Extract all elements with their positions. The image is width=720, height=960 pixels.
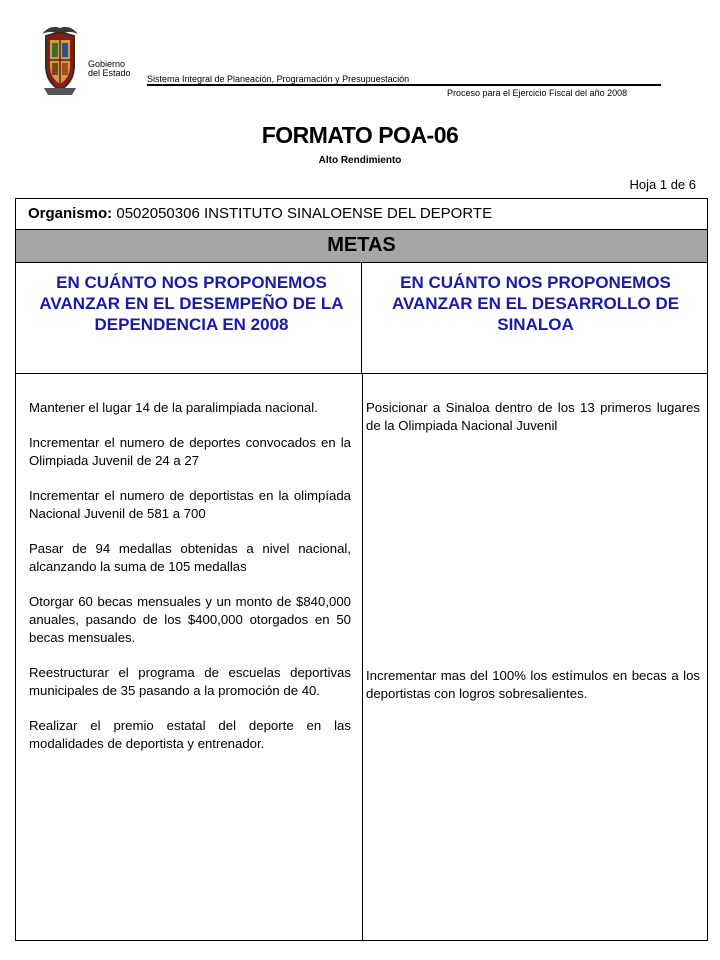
goal-item: Mantener el lugar 14 de la paralimpiada nacional.: [29, 400, 318, 415]
goal-item: Otorgar 60 becas mensuales y un monto de $840,000 anuales, pasando de los $400,000 otorgados en 50 becas mensuales.: [29, 594, 351, 645]
page-counter: Hoja 1 de 6: [629, 177, 696, 192]
goal-item: Pasar de 94 medallas obtenidas a nivel nacional, alcanzando la suma de 105 medallas: [29, 541, 351, 574]
government-line-2: del Estado: [88, 68, 131, 78]
metas-heading: METAS: [16, 230, 707, 263]
page-subtitle: Alto Rendimiento: [318, 155, 402, 166]
metas-table: [15, 198, 708, 941]
page-title: FORMATO POA-06: [261, 122, 459, 148]
process-name: Proceso para el Ejercicio Fiscal del año 2008: [447, 88, 628, 98]
goal-item: Incrementar el numero de deportes convocados en la Olimpiada Juvenil de 24 a 27: [29, 435, 351, 468]
government-label: [88, 60, 131, 78]
goal-item: Incrementar el numero de deportistas en la olimpíada Nacional Juvenil de 581 a 700: [29, 488, 351, 521]
dependency-goals-list: [29, 399, 351, 770]
column-divider: [362, 374, 363, 940]
goal-item: Incrementar mas del 100% los estímulos en becas a los deportistas con logros sobresalientes.: [366, 668, 700, 701]
header-rule: [147, 84, 661, 86]
sinaloa-goals-list: [366, 399, 700, 701]
goal-item: Posicionar a Sinaloa dentro de los 13 primeros lugares de la Olimpiada Nacional Juvenil: [366, 400, 700, 433]
state-seal-logo: [36, 20, 84, 96]
column-header-dependency: EN CUÁNTO NOS PROPONEMOS AVANZAR EN EL DESEMPEÑO DE LA DEPENDENCIA EN 2008: [16, 263, 362, 374]
column-header-sinaloa: EN CUÁNTO NOS PROPONEMOS AVANZAR EN EL DESARROLLO DE SINALOA: [362, 263, 707, 374]
government-line-1: Gobierno: [88, 59, 126, 69]
organism-row: [16, 199, 707, 230]
goal-item: Realizar el premio estatal del deporte en las modalidades de deportista y entrenador.: [29, 718, 351, 751]
organism-label: Organismo:: [28, 205, 113, 222]
system-name: Sistema Integral de Planeación, Programación y Presupuestación: [147, 74, 410, 84]
organism-value: 0502050306 INSTITUTO SINALOENSE DEL DEPORTE: [116, 205, 493, 222]
goal-item: Reestructurar el programa de escuelas deportivas municipales de 35 pasando a la promoción de 40.: [29, 665, 351, 698]
